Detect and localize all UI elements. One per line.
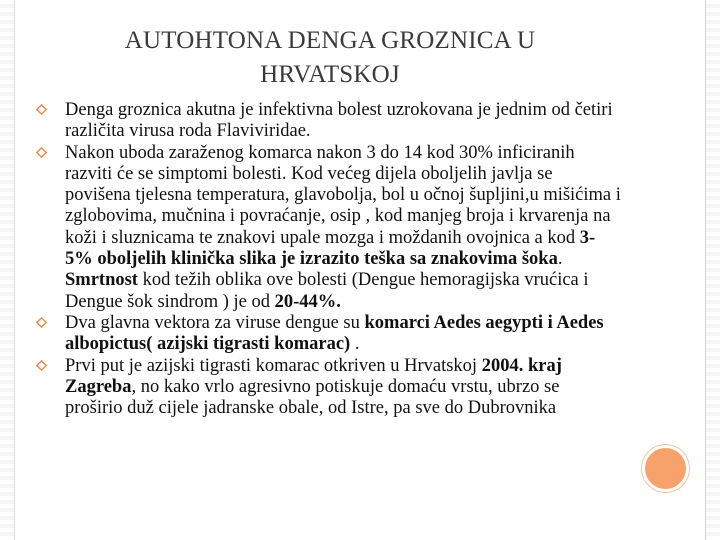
- hollow-diamond-icon: [36, 317, 47, 328]
- bullet-text: .: [350, 334, 360, 355]
- bullet-text: Denga groznica akutna je infektivna bolest uzrokovana je jednim od četiri različita virusa roda Flaviviridae.: [65, 100, 613, 142]
- bullet-item-definition: [36, 100, 621, 143]
- bullet-text-bold: 2004. kraj Zagreba: [65, 355, 562, 397]
- left-border-decoration: [0, 0, 15, 540]
- bullet-text: Dva glavna vektora za viruse dengue su: [65, 312, 365, 333]
- bullet-text: kod težih oblika ove bolesti (Dengue hemoragijska vrućica i Dengue šok sindrom ) je od: [65, 270, 589, 312]
- right-border-decoration: [706, 0, 720, 540]
- bullet-text-bold: 3-5% oboljelih klinička slika je izrazito teška sa znakovima šoka: [65, 227, 596, 270]
- right-border-line: [705, 0, 706, 540]
- hollow-diamond-icon: [36, 360, 47, 371]
- bullet-list: [36, 100, 621, 419]
- bullet-text: Prvi put je azijski tigrasti komarac otkriven u Hrvatskoj: [65, 355, 482, 376]
- title-line-1: AUTOHTONA DENGA GROZNICA U: [124, 27, 536, 54]
- hollow-diamond-icon: [36, 147, 47, 158]
- bullet-text: , no kako vrlo agresivno potiskuje domaću vrstu, ubrzo se proširio duž cijele jadranske obale, od Istre, pa sve do Dubrovnika: [65, 376, 560, 419]
- bullet-text-bold: komarci Aedes aegypti i Aedes albopictus( azijski tigrasti komarac): [65, 312, 604, 355]
- orange-circle-decoration: [645, 448, 686, 489]
- slide-title: [40, 24, 620, 92]
- bullet-text-bold: Smrtnost: [65, 270, 138, 291]
- bullet-item-croatia: [36, 356, 621, 420]
- bullet-text: .: [557, 249, 563, 270]
- hollow-diamond-icon: [36, 104, 47, 115]
- bullet-item-vectors: [36, 313, 621, 356]
- bullet-text-bold: 20-44%.: [274, 291, 341, 312]
- title-line-2: HRVATSKOJ: [260, 61, 400, 88]
- bullet-item-symptoms: [36, 143, 621, 313]
- bullet-text: Nakon uboda zaraženog komarca nakon 3 do 14 kod 30% inficiranih razviti će se simptomi bolesti. Kod većeg dijela oboljelih javlja se povišena tjelesna temperatura, glavobolja, bol u očnoj šupljini,u mišićima i zglobovima, mučnina i povraćanje, osip , kod manjeg broja i krvarenja na koži i sluznicama te znakovi upale mozga i moždanih ovojnica a kod: [65, 142, 621, 248]
